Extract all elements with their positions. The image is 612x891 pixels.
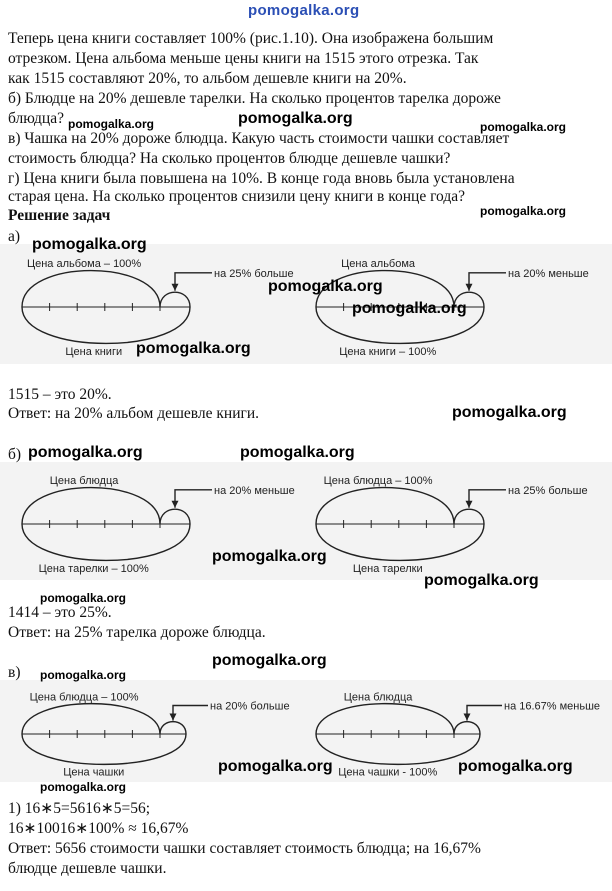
watermark: pomogalka.org: [40, 780, 127, 794]
result-line-b: 1414 – это 25%.: [8, 604, 112, 621]
percent-diagram: [316, 475, 588, 575]
arrow-head: [466, 501, 473, 508]
bottom-label: Цена книги: [65, 345, 123, 358]
watermark: pomogalka.org: [218, 758, 333, 775]
arrow: [173, 706, 208, 721]
watermark: pomogalka.org: [40, 591, 127, 605]
arrow-label: на 20% больше: [210, 700, 290, 713]
diagram-a: [0, 244, 612, 364]
site-header[interactable]: pomogalka.org: [248, 2, 360, 19]
watermark: pomogalka.org: [212, 548, 327, 565]
bottom-label: Цена тарелки: [352, 562, 423, 575]
watermark: pomogalka.org: [212, 652, 327, 669]
bottom-label: Цена чашки - 100%: [338, 766, 438, 779]
solution-title: Решение задач: [8, 207, 111, 224]
watermark: pomogalka.org: [32, 236, 147, 253]
arrow-head: [172, 284, 179, 291]
watermark: pomogalka.org: [28, 444, 143, 461]
arrow-label: на 20% меньше: [214, 484, 295, 497]
intro-line: блюдца?: [8, 110, 64, 127]
arrow: [175, 490, 212, 508]
watermark: pomogalka.org: [68, 117, 155, 131]
intro-line: г) Цена книги была повышена на 10%. В конце года вновь была установлена: [8, 170, 515, 187]
watermark: pomogalka.org: [352, 300, 467, 317]
bottom-label: Цена чашки: [63, 766, 125, 779]
arrow: [467, 706, 502, 721]
watermark: pomogalka.org: [452, 404, 567, 421]
top-label: Цена блюдца – 100%: [323, 475, 433, 488]
intro-line: в) Чашка на 20% дороже блюдца. Какую часть стоимости чашки составляет: [8, 130, 510, 147]
top-label: Цена блюдца: [49, 475, 119, 488]
bottom-label: Цена тарелки – 100%: [38, 562, 149, 575]
intro-line: Теперь цена книги составляет 100% (рис.1.10). Она изображена большим: [8, 30, 494, 47]
watermark: pomogalka.org: [136, 340, 251, 357]
result-line-a: 1515 – это 20%.: [8, 386, 112, 403]
watermark: pomogalka.org: [480, 204, 567, 218]
arrow-head: [466, 284, 473, 291]
section-label-b: б): [8, 446, 22, 463]
top-label: Цена альбома – 100%: [26, 258, 142, 271]
intro-line: как 1515 составляют 20%, то альбом дешевле книги на 20%.: [8, 70, 407, 87]
answer-b: Ответ: на 25% тарелка дороже блюдца.: [8, 624, 266, 641]
watermark: pomogalka.org: [480, 120, 567, 134]
watermark: pomogalka.org: [458, 758, 573, 775]
watermark: pomogalka.org: [240, 444, 355, 461]
section-label-a: а): [8, 228, 21, 245]
top-label: Цена блюдца – 100%: [29, 691, 139, 704]
intro-line: стоимость блюдца? На сколько процентов блюдце дешевле чашки?: [8, 150, 451, 167]
arrow-head: [172, 501, 179, 508]
arrow-head: [170, 714, 177, 721]
calc-line: Ответ: 5656 стоимости чашки составляет стоимость блюдца; на 16,67%: [8, 840, 481, 857]
answer-a: Ответ: на 20% альбом дешевле книги.: [8, 405, 260, 422]
calc-line: 16∗10016∗100% ≈ 16,67%: [8, 820, 189, 837]
arrow-head: [464, 714, 471, 721]
intro-line: б) Блюдце на 20% дешевле тарелки. На сколько процентов тарелка дороже: [8, 90, 501, 107]
intro-line: старая цена. На сколько процентов снизили цену книги в конце года?: [8, 188, 466, 205]
intro-line: отрезком. Цена альбома меньше цены книги на 1515 этого отрезка. Так: [8, 50, 479, 67]
top-label: Цена альбома: [341, 258, 416, 271]
arrow: [469, 490, 506, 508]
arrow-label: на 16.67% меньше: [504, 700, 601, 713]
top-label: Цена блюдца: [343, 691, 413, 704]
arrow-label: на 20% меньше: [508, 267, 589, 280]
section-label-c: в): [8, 664, 21, 681]
arrow-label: на 25% больше: [214, 267, 294, 280]
calc-line: 1) 16∗5=5616∗5=56;: [8, 800, 151, 817]
arrow: [175, 273, 212, 291]
watermark: pomogalka.org: [268, 278, 383, 295]
bottom-label: Цена книги – 100%: [339, 345, 437, 358]
calc-line: блюдце дешевле чашки.: [8, 860, 167, 877]
watermark: pomogalka.org: [40, 668, 127, 682]
arrow: [469, 273, 506, 291]
watermark: pomogalka.org: [424, 572, 539, 589]
watermark: pomogalka.org: [238, 110, 353, 127]
arrow-label: на 25% больше: [508, 484, 588, 497]
